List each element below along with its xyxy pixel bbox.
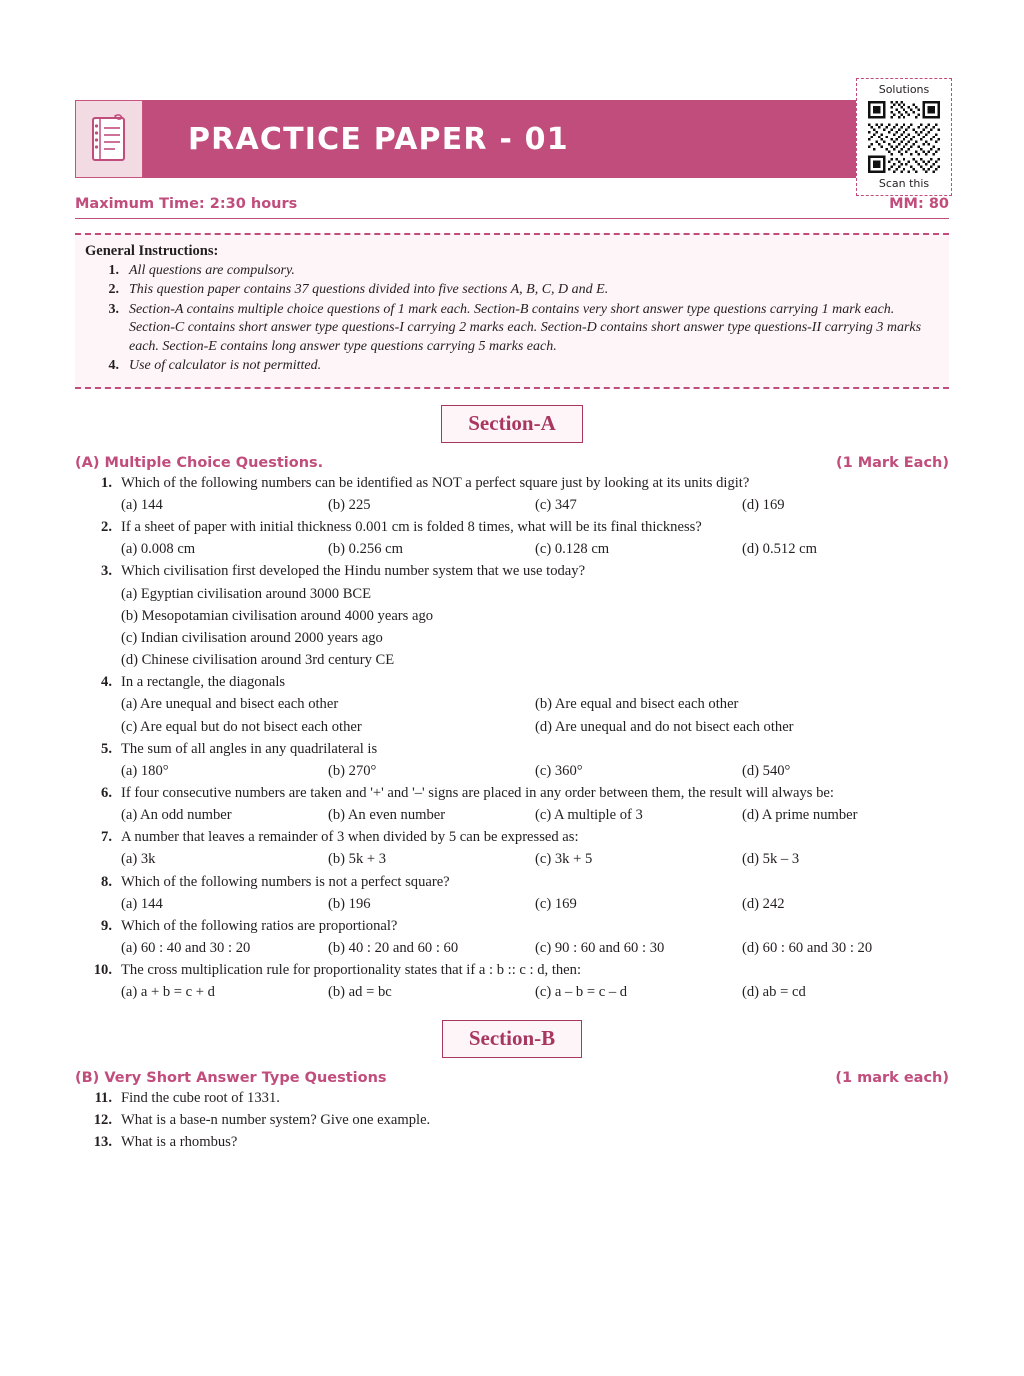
option[interactable]: (a) Are unequal and bisect each other <box>121 696 339 713</box>
question-number: 3. <box>101 563 112 580</box>
option[interactable]: (b) 0.256 cm <box>328 541 403 558</box>
option-row <box>121 717 949 738</box>
option[interactable]: (c) A multiple of 3 <box>535 807 643 824</box>
maximum-marks: MM: 80 <box>889 196 949 212</box>
vsa-marks-note: (1 mark each) <box>835 1069 949 1086</box>
option[interactable]: (a) 60 : 40 and 30 : 20 <box>121 940 251 957</box>
question-item <box>75 517 949 560</box>
option[interactable]: (b) 196 <box>328 895 371 912</box>
question-item <box>75 783 949 826</box>
section-b-label: Section-B <box>442 1020 582 1058</box>
option[interactable]: (a) 0.008 cm <box>121 541 196 558</box>
instruction-text: Use of calculator is not permitted. <box>129 358 322 374</box>
option[interactable]: (d) 169 <box>742 496 785 513</box>
question-item <box>75 1132 949 1153</box>
option-row <box>121 539 949 560</box>
qr-top-label: Solutions <box>878 83 930 96</box>
section-a-subtitle-row <box>75 455 949 471</box>
question-item <box>75 473 949 516</box>
question-text: What is a base-n number system? Give one example. <box>121 1111 431 1128</box>
section-b-heading <box>75 1020 949 1058</box>
question-item <box>75 1088 949 1109</box>
list-item <box>85 262 939 280</box>
vsa-subtitle: (B) Very Short Answer Type Questions <box>75 1069 387 1086</box>
list-item <box>85 357 939 375</box>
maximum-time: Maximum Time: 2:30 hours <box>75 196 298 212</box>
question-item <box>75 827 949 870</box>
question-text: Which of the following numbers can be identified as NOT a perfect square just by looking at its units digit? <box>121 474 750 491</box>
option[interactable]: (c) 0.128 cm <box>535 541 610 558</box>
question-number: 9. <box>101 917 112 934</box>
question-text: The cross multiplication rule for proportionality states that if a : b :: c : d, then: <box>121 962 582 979</box>
option[interactable]: (a) An odd number <box>121 807 232 824</box>
section-a-label: Section-A <box>441 405 583 443</box>
solutions-qr-code[interactable] <box>856 78 952 196</box>
option[interactable]: (b) 5k + 3 <box>328 851 387 868</box>
instruction-text: All questions are compulsory. <box>129 263 295 278</box>
option[interactable]: (a) 144 <box>121 895 163 912</box>
option[interactable]: (d) Are unequal and do not bisect each other <box>535 718 794 735</box>
option[interactable]: (d) Chinese civilisation around 3rd century CE <box>121 652 395 669</box>
option[interactable]: (d) 5k – 3 <box>742 851 800 868</box>
option[interactable]: (b) 270° <box>328 762 377 779</box>
question-number: 7. <box>101 829 112 846</box>
instructions-list <box>85 262 939 376</box>
question-number: 1. <box>101 474 112 491</box>
option[interactable]: (d) 242 <box>742 895 785 912</box>
notebook-icon <box>75 100 143 178</box>
option-row <box>121 805 949 826</box>
option[interactable]: (a) 3k <box>121 851 156 868</box>
qr-bottom-label: Scan this <box>878 177 930 190</box>
option[interactable]: (d) 0.512 cm <box>742 541 817 558</box>
option[interactable]: (c) 347 <box>535 496 577 513</box>
option[interactable]: (c) 360° <box>535 762 583 779</box>
question-number: 11. <box>94 1089 112 1106</box>
section-b-questions <box>75 1088 949 1153</box>
section-a-heading <box>75 405 949 443</box>
option[interactable]: (c) Indian civilisation around 2000 years ago <box>121 629 383 646</box>
qr-code-image <box>868 101 940 173</box>
option[interactable]: (d) 540° <box>742 762 791 779</box>
question-item <box>75 916 949 959</box>
option-row <box>121 694 949 715</box>
instruction-number: 3. <box>108 301 119 317</box>
option[interactable]: (a) a + b = c + d <box>121 984 215 1001</box>
option[interactable]: (c) 169 <box>535 895 577 912</box>
option[interactable]: (c) 3k + 5 <box>535 851 593 868</box>
page-header <box>75 83 949 190</box>
general-instructions <box>75 233 949 389</box>
option[interactable]: (b) Are equal and bisect each other <box>535 696 739 713</box>
question-number: 8. <box>101 873 112 890</box>
instructions-title: General Instructions: <box>85 243 219 259</box>
question-number: 12. <box>93 1111 112 1128</box>
option[interactable]: (d) A prime number <box>742 807 858 824</box>
exam-meta-row <box>75 196 949 219</box>
question-number: 10. <box>93 962 112 979</box>
question-text: In a rectangle, the diagonals <box>121 674 286 691</box>
paper-title-banner <box>143 100 949 178</box>
question-number: 2. <box>101 519 112 536</box>
instruction-number: 4. <box>108 358 119 374</box>
option[interactable]: (a) 180° <box>121 762 169 779</box>
option[interactable]: (a) 144 <box>121 496 163 513</box>
question-text: A number that leaves a remainder of 3 when divided by 5 can be expressed as: <box>121 829 579 846</box>
option[interactable]: (c) 90 : 60 and 60 : 30 <box>535 940 665 957</box>
page-title: PRACTICE PAPER - 01 <box>188 121 569 157</box>
option[interactable]: (a) Egyptian civilisation around 3000 BCE <box>121 585 372 602</box>
section-b-subtitle-row <box>75 1070 949 1086</box>
option[interactable]: (b) 225 <box>328 496 371 513</box>
question-item <box>75 1110 949 1131</box>
question-text: If four consecutive numbers are taken and '+' and '–' signs are placed in any order between them, the result will always be: <box>121 785 834 801</box>
option[interactable]: (b) 40 : 20 and 60 : 60 <box>328 940 459 957</box>
question-item <box>75 872 949 915</box>
option-row <box>121 982 949 1003</box>
instruction-text: Section-A contains multiple choice questions of 1 mark each. Section-B contains very short answer type questions carrying 1 mark each. Section-C contains short answer type questions-I carrying 2 marks each. Section-D contains short answer type questions-II carrying 3 marks each. Section-E contains long answer type questions carrying 5 marks each. <box>129 301 922 354</box>
question-text: Find the cube root of 1331. <box>121 1089 280 1106</box>
section-a-questions <box>75 473 949 1004</box>
question-number: 5. <box>101 740 112 757</box>
question-text: Which of the following numbers is not a perfect square? <box>121 873 450 890</box>
question-text: What is a rhombus? <box>121 1133 238 1150</box>
option[interactable]: (c) Are equal but do not bisect each other <box>121 718 362 735</box>
option[interactable]: (d) ab = cd <box>742 984 806 1001</box>
option[interactable]: (b) An even number <box>328 807 446 824</box>
question-text: Which civilisation first developed the Hindu number system that we use today? <box>121 563 586 580</box>
question-item <box>75 561 949 671</box>
question-number: 4. <box>101 674 112 691</box>
list-item <box>85 301 939 356</box>
mcq-marks-note: (1 Mark Each) <box>835 454 949 471</box>
option[interactable]: (b) ad = bc <box>328 984 392 1001</box>
question-item <box>75 672 949 737</box>
question-text: If a sheet of paper with initial thickness 0.001 cm is folded 8 times, what will be its final thickness? <box>121 519 702 536</box>
instruction-number: 2. <box>108 282 119 298</box>
question-number: 6. <box>101 785 112 801</box>
option-row <box>121 761 949 782</box>
option-row <box>121 495 949 516</box>
option-row <box>121 938 949 959</box>
question-item <box>75 960 949 1003</box>
question-item <box>75 739 949 782</box>
option-list <box>121 584 949 672</box>
option[interactable]: (b) Mesopotamian civilisation around 4000 years ago <box>121 607 434 624</box>
question-number: 13. <box>93 1133 112 1150</box>
option[interactable]: (c) a – b = c – d <box>535 984 628 1001</box>
instruction-text: This question paper contains 37 questions divided into five sections A, B, C, D and E. <box>129 282 609 298</box>
question-text: The sum of all angles in any quadrilateral is <box>121 740 378 757</box>
option[interactable]: (d) 60 : 60 and 30 : 20 <box>742 940 873 957</box>
option-row <box>121 849 949 870</box>
mcq-subtitle: (A) Multiple Choice Questions. <box>75 454 324 471</box>
question-text: Which of the following ratios are proportional? <box>121 917 398 934</box>
instruction-number: 1. <box>108 263 119 278</box>
option-row <box>121 894 949 915</box>
list-item <box>85 281 939 299</box>
